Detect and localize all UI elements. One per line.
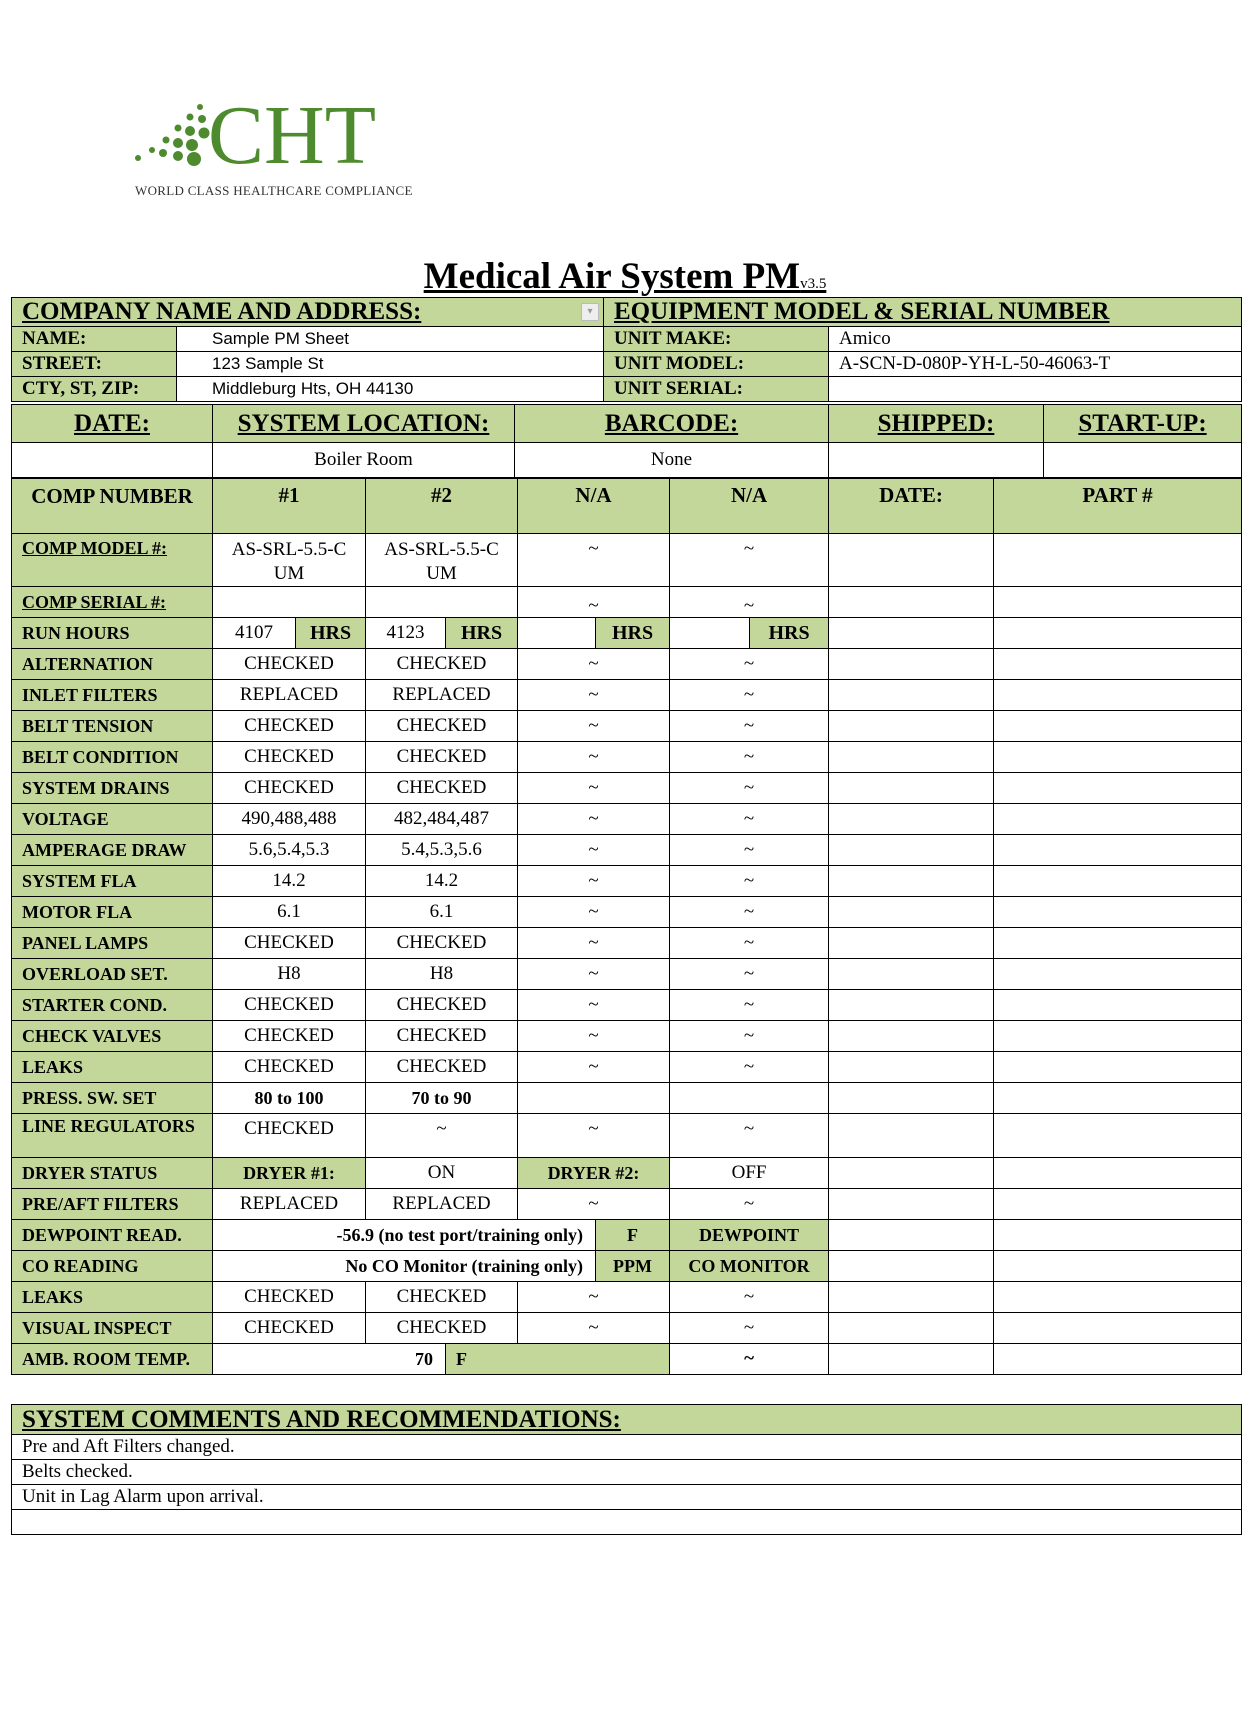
visual-1[interactable]: CHECKED — [213, 1313, 366, 1344]
part-cell[interactable] — [994, 990, 1242, 1021]
comp-model-2[interactable]: AS-SRL-5.5-CUM — [366, 534, 518, 587]
name-label: NAME: — [12, 327, 177, 352]
amb-room-temp-unit: F — [446, 1344, 670, 1375]
date-cell[interactable] — [829, 1083, 994, 1114]
comp-model-4[interactable]: ~ — [670, 534, 829, 587]
row-value-3[interactable]: ~ — [518, 742, 670, 773]
row-label: CHECK VALVES — [12, 1021, 213, 1052]
unit-model-label: UNIT MODEL: — [604, 352, 829, 377]
line-reg-2[interactable]: ~ — [366, 1114, 518, 1158]
comments-table — [11, 1404, 1242, 1535]
date-cell[interactable] — [829, 1282, 994, 1313]
row-label: BELT TENSION — [12, 711, 213, 742]
checklist-row — [12, 711, 1242, 742]
row-value-4[interactable]: ~ — [670, 773, 829, 804]
part-cell[interactable] — [994, 1313, 1242, 1344]
header-comp-4: N/A — [670, 479, 829, 534]
date-cell[interactable] — [829, 680, 994, 711]
comp-model-3[interactable]: ~ — [518, 534, 670, 587]
part-cell[interactable] — [994, 804, 1242, 835]
run-hours-3[interactable] — [518, 618, 596, 649]
leaks-2-3[interactable]: ~ — [518, 1282, 670, 1313]
checklist-row — [12, 680, 1242, 711]
part-cell[interactable] — [994, 1021, 1242, 1052]
row-value-1[interactable]: CHECKED — [213, 711, 366, 742]
date-cell[interactable] — [829, 618, 994, 649]
row-label: MOTOR FLA — [12, 897, 213, 928]
version-label: v3.5 — [800, 276, 827, 292]
pre-aft-3[interactable]: ~ — [518, 1189, 670, 1220]
row-value-4[interactable]: ~ — [670, 897, 829, 928]
row-value-3[interactable]: ~ — [518, 711, 670, 742]
system-location-field[interactable]: Boiler Room — [213, 443, 515, 478]
row-value-1[interactable]: H8 — [213, 959, 366, 990]
row-label: OVERLOAD SET. — [12, 959, 213, 990]
pre-aft-4[interactable]: ~ — [670, 1189, 829, 1220]
row-value-3[interactable]: ~ — [518, 866, 670, 897]
date-cell[interactable] — [829, 1021, 994, 1052]
part-cell[interactable] — [994, 928, 1242, 959]
comp-model-label: COMP MODEL #: — [12, 534, 213, 587]
row-value-4[interactable]: ~ — [670, 928, 829, 959]
row-label: BELT CONDITION — [12, 742, 213, 773]
comment-line-2[interactable]: Belts checked. — [12, 1460, 1242, 1485]
part-cell[interactable] — [994, 1189, 1242, 1220]
row-value-4[interactable]: ~ — [670, 680, 829, 711]
row-value-1[interactable]: 14.2 — [213, 866, 366, 897]
date-cell[interactable] — [829, 742, 994, 773]
row-value-1[interactable]: REPLACED — [213, 680, 366, 711]
press-sw-3[interactable] — [518, 1083, 670, 1114]
part-cell[interactable] — [994, 1344, 1242, 1375]
date-cell[interactable] — [829, 1052, 994, 1083]
checklist-row — [12, 959, 1242, 990]
shipped-field[interactable] — [829, 443, 1044, 478]
date-cell[interactable] — [829, 804, 994, 835]
street-field[interactable]: 123 Sample St — [177, 352, 604, 377]
date-cell[interactable] — [829, 1189, 994, 1220]
date-cell[interactable] — [829, 1251, 994, 1282]
date-field[interactable] — [12, 443, 213, 478]
row-label: AMPERAGE DRAW — [12, 835, 213, 866]
row-label: VOLTAGE — [12, 804, 213, 835]
checklist-row — [12, 804, 1242, 835]
date-label: DATE: — [12, 405, 213, 443]
row-value-3[interactable]: ~ — [518, 835, 670, 866]
run-hours-label: RUN HOURS — [12, 618, 213, 649]
co-monitor-tag: CO MONITOR — [670, 1251, 829, 1282]
unit-make-label: UNIT MAKE: — [604, 327, 829, 352]
checklist-row — [12, 742, 1242, 773]
equipment-heading: EQUIPMENT MODEL & SERIAL NUMBER — [604, 298, 1242, 327]
shipped-label: SHIPPED: — [829, 405, 1044, 443]
dryer-2-label: DRYER #2: — [518, 1158, 670, 1189]
run-hours-4[interactable] — [670, 618, 750, 649]
checklist-row — [12, 773, 1242, 804]
part-cell[interactable] — [994, 773, 1242, 804]
date-cell[interactable] — [829, 773, 994, 804]
date-cell[interactable] — [829, 835, 994, 866]
row-value-2[interactable]: CHECKED — [366, 928, 518, 959]
leaks-2-1[interactable]: CHECKED — [213, 1282, 366, 1313]
row-value-1[interactable]: CHECKED — [213, 742, 366, 773]
unit-serial-field[interactable] — [829, 377, 1242, 402]
company-heading-text: COMPANY NAME AND ADDRESS: — [22, 298, 422, 325]
header-date: DATE: — [829, 479, 994, 534]
row-label: PANEL LAMPS — [12, 928, 213, 959]
dryer-1-status[interactable]: ON — [366, 1158, 518, 1189]
startup-field[interactable] — [1044, 443, 1242, 478]
part-cell[interactable] — [994, 959, 1242, 990]
press-sw-label: PRESS. SW. SET — [12, 1083, 213, 1114]
row-value-3[interactable]: ~ — [518, 680, 670, 711]
row-value-3[interactable]: ~ — [518, 928, 670, 959]
unit-model-field[interactable]: A-SCN-D-080P-YH-L-50-46063-T — [829, 352, 1242, 377]
press-sw-2[interactable]: 70 to 90 — [366, 1083, 518, 1114]
run-hours-1[interactable]: 4107 — [213, 618, 296, 649]
run-hours-2[interactable]: 4123 — [366, 618, 446, 649]
part-cell[interactable] — [994, 1114, 1242, 1158]
row-value-4[interactable]: ~ — [670, 1021, 829, 1052]
part-cell[interactable] — [994, 835, 1242, 866]
amb-room-temp-value[interactable]: 70 — [213, 1344, 446, 1375]
part-cell[interactable] — [994, 711, 1242, 742]
dryer-status-label: DRYER STATUS — [12, 1158, 213, 1189]
comp-serial-3[interactable]: ~ — [518, 587, 670, 618]
dewpoint-label: DEWPOINT READ. — [12, 1220, 213, 1251]
row-label: STARTER COND. — [12, 990, 213, 1021]
comp-serial-label: COMP SERIAL #: — [12, 587, 213, 618]
co-unit: PPM — [596, 1251, 670, 1282]
line-reg-4[interactable]: ~ — [670, 1114, 829, 1158]
part-cell[interactable] — [994, 1251, 1242, 1282]
row-value-1[interactable]: CHECKED — [213, 1052, 366, 1083]
visual-4[interactable]: ~ — [670, 1313, 829, 1344]
checklist-row — [12, 835, 1242, 866]
row-value-1[interactable]: CHECKED — [213, 1021, 366, 1052]
row-value-4[interactable]: ~ — [670, 649, 829, 680]
leaks-2-4[interactable]: ~ — [670, 1282, 829, 1313]
street-label: STREET: — [12, 352, 177, 377]
leaks-2-label: LEAKS — [12, 1282, 213, 1313]
header-part: PART # — [994, 479, 1242, 534]
part-cell[interactable] — [994, 680, 1242, 711]
line-reg-1[interactable]: CHECKED — [213, 1114, 366, 1158]
row-label: INLET FILTERS — [12, 680, 213, 711]
dryer-2-status[interactable]: OFF — [670, 1158, 829, 1189]
pre-aft-2[interactable]: REPLACED — [366, 1189, 518, 1220]
part-cell[interactable] — [994, 1282, 1242, 1313]
logo-text: CHT — [208, 89, 376, 182]
checklist-row — [12, 1021, 1242, 1052]
part-cell[interactable] — [994, 534, 1242, 587]
row-label: SYSTEM DRAINS — [12, 773, 213, 804]
header-comp-number: COMP NUMBER — [12, 479, 213, 534]
system-location-label: SYSTEM LOCATION: — [213, 405, 515, 443]
row-value-3[interactable]: ~ — [518, 959, 670, 990]
row-value-1[interactable]: 490,488,488 — [213, 804, 366, 835]
row-value-2[interactable]: CHECKED — [366, 1021, 518, 1052]
date-cell[interactable] — [829, 534, 994, 587]
barcode-label: BARCODE: — [515, 405, 829, 443]
row-value-1[interactable]: 5.6,5.4,5.3 — [213, 835, 366, 866]
cht-logo — [130, 89, 430, 205]
row-value-4[interactable]: ~ — [670, 959, 829, 990]
row-value-2[interactable]: 6.1 — [366, 897, 518, 928]
part-cell[interactable] — [994, 1220, 1242, 1251]
date-cell[interactable] — [829, 928, 994, 959]
page-title — [0, 255, 1250, 298]
comment-line-3[interactable]: Unit in Lag Alarm upon arrival. — [12, 1485, 1242, 1510]
row-value-3[interactable]: ~ — [518, 990, 670, 1021]
row-value-3[interactable]: ~ — [518, 1021, 670, 1052]
row-value-3[interactable]: ~ — [518, 804, 670, 835]
row-value-1[interactable]: CHECKED — [213, 990, 366, 1021]
row-value-2[interactable]: REPLACED — [366, 680, 518, 711]
city-field[interactable]: Middleburg Hts, OH 44130 — [177, 377, 604, 402]
checklist-row — [12, 990, 1242, 1021]
date-cell[interactable] — [829, 897, 994, 928]
hrs-unit-4: HRS — [750, 618, 829, 649]
row-value-2[interactable]: CHECKED — [366, 649, 518, 680]
row-label: LEAKS — [12, 1052, 213, 1083]
dropdown-icon[interactable]: ▾ — [581, 303, 599, 321]
row-value-1[interactable]: CHECKED — [213, 773, 366, 804]
date-cell[interactable] — [829, 1114, 994, 1158]
part-cell[interactable] — [994, 1083, 1242, 1114]
logo-tagline: WORLD CLASS HEALTHCARE COMPLIANCE — [135, 183, 413, 198]
visual-inspect-label: VISUAL INSPECT — [12, 1313, 213, 1344]
row-value-2[interactable]: 5.4,5.3,5.6 — [366, 835, 518, 866]
name-field[interactable]: Sample PM Sheet — [177, 327, 604, 352]
row-value-1[interactable]: 6.1 — [213, 897, 366, 928]
row-label: SYSTEM FLA — [12, 866, 213, 897]
hrs-unit-3: HRS — [596, 618, 670, 649]
company-heading — [12, 298, 604, 327]
date-cell[interactable] — [829, 866, 994, 897]
date-cell[interactable] — [829, 711, 994, 742]
header-comp-2: #2 — [366, 479, 518, 534]
line-regulators-label: LINE REGULATORS — [12, 1114, 213, 1158]
hrs-unit-2: HRS — [446, 618, 518, 649]
header-comp-3: N/A — [518, 479, 670, 534]
part-cell[interactable] — [994, 587, 1242, 618]
checklist-row — [12, 1052, 1242, 1083]
row-value-2[interactable]: CHECKED — [366, 711, 518, 742]
visual-2[interactable]: CHECKED — [366, 1313, 518, 1344]
checklist-row — [12, 649, 1242, 680]
barcode-field[interactable]: None — [515, 443, 829, 478]
company-equipment-table — [11, 297, 1242, 402]
row-value-4[interactable]: ~ — [670, 1052, 829, 1083]
comment-line-4[interactable] — [12, 1510, 1242, 1535]
row-value-2[interactable]: CHECKED — [366, 990, 518, 1021]
row-label: ALTERNATION — [12, 649, 213, 680]
comp-serial-2[interactable] — [366, 587, 518, 618]
amb-room-temp-extra[interactable]: ~ — [670, 1344, 829, 1375]
row-value-2[interactable]: CHECKED — [366, 742, 518, 773]
hrs-unit-1: HRS — [296, 618, 366, 649]
city-label: CTY, ST, ZIP: — [12, 377, 177, 402]
press-sw-1[interactable]: 80 to 100 — [213, 1083, 366, 1114]
row-value-1[interactable]: CHECKED — [213, 928, 366, 959]
checklist-row — [12, 866, 1242, 897]
info-table — [11, 404, 1242, 478]
date-cell[interactable] — [829, 1313, 994, 1344]
compressor-grid — [11, 478, 1242, 1375]
pre-aft-1[interactable]: REPLACED — [213, 1189, 366, 1220]
co-reading-value[interactable]: No CO Monitor (training only) — [213, 1251, 596, 1282]
dewpoint-tag: DEWPOINT — [670, 1220, 829, 1251]
unit-make-field[interactable]: Amico — [829, 327, 1242, 352]
checklist-rows — [12, 649, 1242, 1083]
leaks-2-2[interactable]: CHECKED — [366, 1282, 518, 1313]
row-value-4[interactable]: ~ — [670, 866, 829, 897]
date-cell[interactable] — [829, 990, 994, 1021]
checklist-row — [12, 928, 1242, 959]
amb-room-temp-label: AMB. ROOM TEMP. — [12, 1344, 213, 1375]
pre-aft-filters-label: PRE/AFT FILTERS — [12, 1189, 213, 1220]
date-cell[interactable] — [829, 1158, 994, 1189]
row-value-1[interactable]: CHECKED — [213, 649, 366, 680]
press-sw-4[interactable] — [670, 1083, 829, 1114]
comment-line-1[interactable]: Pre and Aft Filters changed. — [12, 1435, 1242, 1460]
row-value-2[interactable]: H8 — [366, 959, 518, 990]
row-value-4[interactable]: ~ — [670, 990, 829, 1021]
co-reading-label: CO READING — [12, 1251, 213, 1282]
comp-serial-1[interactable] — [213, 587, 366, 618]
part-cell[interactable] — [994, 649, 1242, 680]
part-cell[interactable] — [994, 897, 1242, 928]
part-cell[interactable] — [994, 742, 1242, 773]
date-cell[interactable] — [829, 959, 994, 990]
visual-3[interactable]: ~ — [518, 1313, 670, 1344]
part-cell[interactable] — [994, 866, 1242, 897]
startup-label: START-UP: — [1044, 405, 1242, 443]
row-value-3[interactable]: ~ — [518, 1052, 670, 1083]
date-cell[interactable] — [829, 649, 994, 680]
line-reg-3[interactable]: ~ — [518, 1114, 670, 1158]
part-cell[interactable] — [994, 618, 1242, 649]
header-comp-1: #1 — [213, 479, 366, 534]
date-cell[interactable] — [829, 587, 994, 618]
title-text: Medical Air System PM — [423, 256, 801, 297]
part-cell[interactable] — [994, 1052, 1242, 1083]
comments-heading: SYSTEM COMMENTS AND RECOMMENDATIONS: — [12, 1405, 1242, 1435]
row-value-2[interactable]: CHECKED — [366, 773, 518, 804]
comp-serial-4[interactable]: ~ — [670, 587, 829, 618]
row-value-4[interactable]: ~ — [670, 804, 829, 835]
date-cell[interactable] — [829, 1344, 994, 1375]
part-cell[interactable] — [994, 1158, 1242, 1189]
row-value-3[interactable]: ~ — [518, 649, 670, 680]
dewpoint-unit: F — [596, 1220, 670, 1251]
row-value-4[interactable]: ~ — [670, 711, 829, 742]
row-value-3[interactable]: ~ — [518, 773, 670, 804]
row-value-3[interactable]: ~ — [518, 897, 670, 928]
row-value-4[interactable]: ~ — [670, 742, 829, 773]
dryer-1-label: DRYER #1: — [213, 1158, 366, 1189]
date-cell[interactable] — [829, 1220, 994, 1251]
row-value-2[interactable]: 14.2 — [366, 866, 518, 897]
row-value-4[interactable]: ~ — [670, 835, 829, 866]
dewpoint-value[interactable]: -56.9 (no test port/training only) — [213, 1220, 596, 1251]
row-value-2[interactable]: CHECKED — [366, 1052, 518, 1083]
row-value-2[interactable]: 482,484,487 — [366, 804, 518, 835]
comp-model-1[interactable]: AS-SRL-5.5-C UM — [213, 534, 366, 587]
checklist-row — [12, 897, 1242, 928]
unit-serial-label: UNIT SERIAL: — [604, 377, 829, 402]
